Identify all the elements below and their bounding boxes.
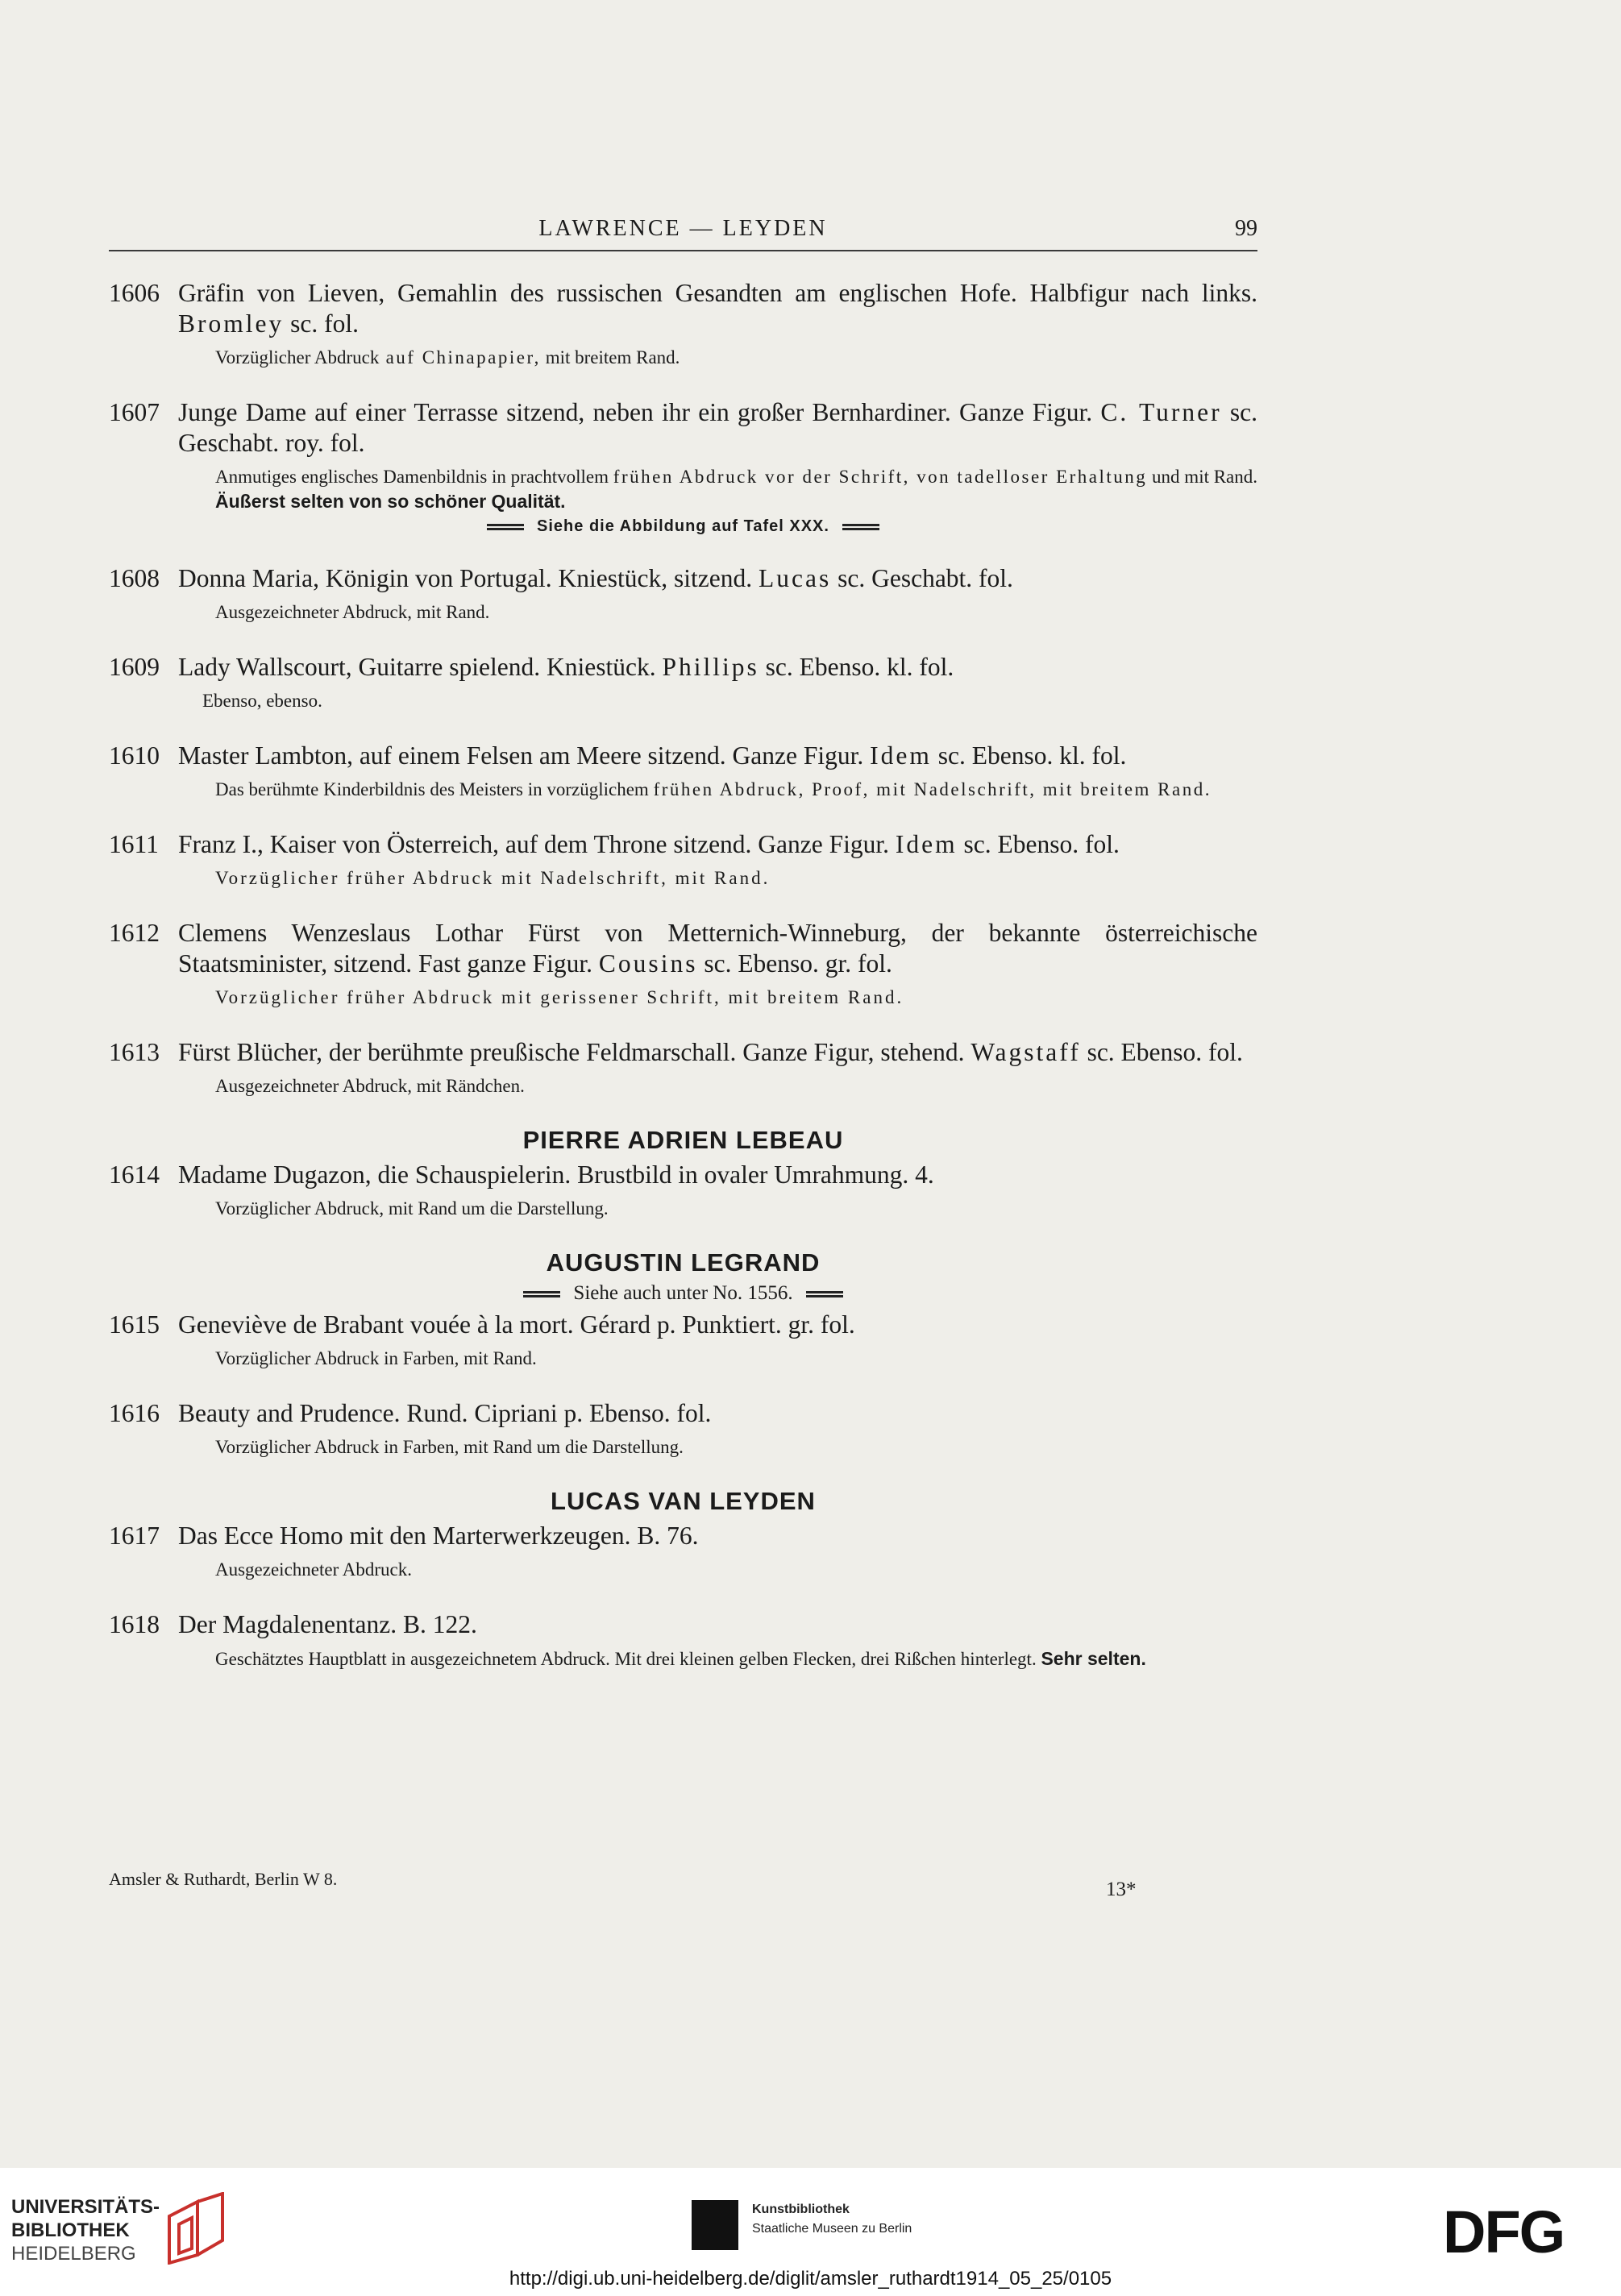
double-rule-icon <box>842 524 879 530</box>
entry-number: 1616 <box>109 1399 160 1427</box>
entry-number: 1615 <box>109 1310 160 1339</box>
artist-heading: LUCAS VAN LEYDEN <box>551 1487 816 1515</box>
entry-number: 1618 <box>109 1610 160 1638</box>
entry-title: Das Ecce Homo mit den Marterwerkzeugen. B. 76. <box>178 1522 699 1550</box>
entry-note: Vorzüglicher Abdruck, mit Rand um die Darstellung. <box>215 1198 609 1219</box>
entry-number: 1610 <box>109 741 160 770</box>
catalog-entry <box>109 1398 1257 1459</box>
entry-note: Vorzüglicher Abdruck in Farben, mit Rand um die Darstellung. <box>215 1437 684 1457</box>
entry-note: Geschätztes Hauptblatt in ausgezeichnetem Abdruck. Mit drei kleinen gelben Flecken, drei Rißchen hinterlegt. Sehr selten. <box>215 1648 1146 1669</box>
permalink-url[interactable]: http://digi.ub.uni-heidelberg.de/diglit/amsler_ruthardt1914_05_25/0105 <box>509 2268 1112 2290</box>
ub-logo-mark-icon <box>161 2192 227 2265</box>
running-title: LAWRENCE — LEYDEN <box>538 216 828 241</box>
entry-details: sc. Ebenso. kl. fol. <box>765 653 954 681</box>
entry-number: 1612 <box>109 919 160 947</box>
rarity-remark: Sehr selten. <box>1041 1648 1146 1669</box>
signature-mark: 13* <box>1106 1879 1137 1900</box>
catalog-entry <box>109 563 1257 625</box>
entry-title: Madame Dugazon, die Schauspielerin. Brustbild in ovaler Umrahmung. 4. <box>178 1160 934 1189</box>
entry-number: 1608 <box>109 564 160 592</box>
entry-title: Lady Wallscourt, Guitarre spielend. Kniestück. <box>178 653 656 681</box>
entry-title: Clemens Wenzeslaus Lothar Fürst von Metternich-Winneburg, der bekannte österreichische Staatsminister, sitzend. Fast ganze Figur. <box>178 919 1257 978</box>
catalog-entry <box>109 397 1257 536</box>
artist-heading: PIERRE ADRIEN LEBEAU <box>522 1126 844 1154</box>
catalog-entry <box>109 1310 1257 1371</box>
entry-number: 1609 <box>109 653 160 681</box>
entry-title: Donna Maria, Königin von Portugal. Kniestück, sitzend. <box>178 564 753 592</box>
entry-artist: Wagstaff <box>971 1038 1081 1066</box>
entry-artist: Lucas <box>759 564 832 592</box>
entry-details: sc. Geschabt. fol. <box>838 564 1013 592</box>
entry-title: Junge Dame auf einer Terrasse sitzend, neben ihr ein großer Bernhardiner. Ganze Figur. <box>178 398 1093 426</box>
digitization-footer <box>0 2168 1621 2296</box>
entry-title: Beauty and Prudence. Rund. Cipriani p. Ebenso. fol. <box>178 1399 712 1427</box>
double-rule-icon <box>487 524 524 530</box>
entry-note: Ausgezeichneter Abdruck. <box>215 1559 412 1580</box>
entry-artist: Cousins <box>598 949 698 978</box>
entry-note: Ausgezeichneter Abdruck, mit Rand. <box>215 602 490 622</box>
entry-number: 1614 <box>109 1160 160 1189</box>
entry-number: 1613 <box>109 1038 160 1066</box>
catalog-entry <box>109 741 1257 802</box>
artist-heading: AUGUSTIN LEGRAND <box>546 1248 821 1277</box>
catalog-entry <box>109 829 1257 891</box>
entry-title: Geneviève de Brabant vouée à la mort. Gérard p. Punktiert. gr. fol. <box>178 1310 855 1339</box>
entry-details: sc. Ebenso. fol. <box>1087 1038 1243 1066</box>
entry-details: sc. Ebenso. kl. fol. <box>937 741 1127 770</box>
publisher-imprint: Amsler & Ruthardt, Berlin W 8. <box>109 1869 338 1889</box>
entry-title: Master Lambton, auf einem Felsen am Meere sitzend. Ganze Figur. <box>178 741 864 770</box>
entry-number: 1617 <box>109 1522 160 1550</box>
entry-title: Gräfin von Lieven, Gemahlin des russischen Gesandten am englischen Hofe. Halbfigur nach links. <box>178 279 1257 307</box>
double-rule-icon <box>806 1291 843 1297</box>
entry-artist: Idem <box>870 741 932 770</box>
entry-title: Franz I., Kaiser von Österreich, auf dem Throne sitzend. Ganze Figur. <box>178 830 890 858</box>
entry-note: Ebenso, ebenso. <box>202 691 322 711</box>
entry-details: sc. fol. <box>290 309 359 338</box>
plate-reference: Siehe die Abbildung auf Tafel XXX. <box>109 517 1257 536</box>
entry-note: Anmutiges englisches Damenbildnis in prachtvollem frühen Abdruck vor der Schrift, von tadelloser Erhaltung und mit Rand. Äußerst selten von so schöner Qualität. <box>215 467 1258 512</box>
entry-number: 1611 <box>109 830 159 858</box>
entry-note: Vorzüglicher Abdruck in Farben, mit Rand. <box>215 1348 537 1368</box>
catalog-entry <box>109 1521 1257 1582</box>
entry-number: 1606 <box>109 279 160 307</box>
double-rule-icon <box>523 1291 560 1297</box>
catalog-entry <box>109 1037 1257 1098</box>
ub-heidelberg-logo[interactable]: UNIVERSITÄTS- BIBLIOTHEK HEIDELBERG <box>11 2196 160 2265</box>
entry-details: sc. Geschabt. roy. fol. <box>178 398 1258 457</box>
entry-note: Ausgezeichneter Abdruck, mit Rändchen. <box>215 1076 525 1096</box>
entry-note: Das berühmte Kinderbildnis des Meisters in vorzüglichem frühen Abdruck, Proof, mit Nadelschrift, mit breitem Rand. <box>215 779 1212 799</box>
catalog-entry <box>109 918 1257 1010</box>
catalog-entry <box>109 278 1257 370</box>
entry-artist: Idem <box>895 830 958 858</box>
catalog-content <box>109 278 1257 1699</box>
entry-artist: C. Turner <box>1100 398 1222 426</box>
kunstbibliothek-logo-icon[interactable] <box>692 2200 738 2250</box>
entry-details: sc. Ebenso. fol. <box>963 830 1120 858</box>
dfg-logo[interactable]: DFG <box>1443 2198 1565 2265</box>
catalog-entry <box>109 1609 1257 1671</box>
entry-note: Vorzüglicher früher Abdruck mit Nadelschrift, mit Rand. <box>215 868 771 888</box>
entry-note: Vorzüglicher Abdruck auf Chinapapier, mit breitem Rand. <box>215 347 680 367</box>
entry-number: 1607 <box>109 398 160 426</box>
catalog-entry <box>109 652 1257 713</box>
entry-title: Der Magdalenentanz. B. 122. <box>178 1610 477 1638</box>
page-number: 99 <box>1235 216 1257 241</box>
catalog-entry <box>109 1160 1257 1221</box>
entry-details: sc. Ebenso. gr. fol. <box>704 949 892 978</box>
kunstbibliothek-label: Kunstbibliothek Staatliche Museen zu Berlin <box>752 2203 912 2236</box>
rarity-remark: Äußerst selten von so schöner Qualität. <box>215 491 566 512</box>
entry-artist: Phillips <box>662 653 759 681</box>
cross-reference: Siehe auch unter No. 1556. <box>109 1282 1257 1305</box>
running-header <box>109 211 1257 251</box>
entry-note: Vorzüglicher früher Abdruck mit gerissener Schrift, mit breitem Rand. <box>215 987 904 1007</box>
entry-artist: Bromley <box>178 309 285 338</box>
entry-title: Fürst Blücher, der berühmte preußische Feldmarschall. Ganze Figur, stehend. <box>178 1038 965 1066</box>
